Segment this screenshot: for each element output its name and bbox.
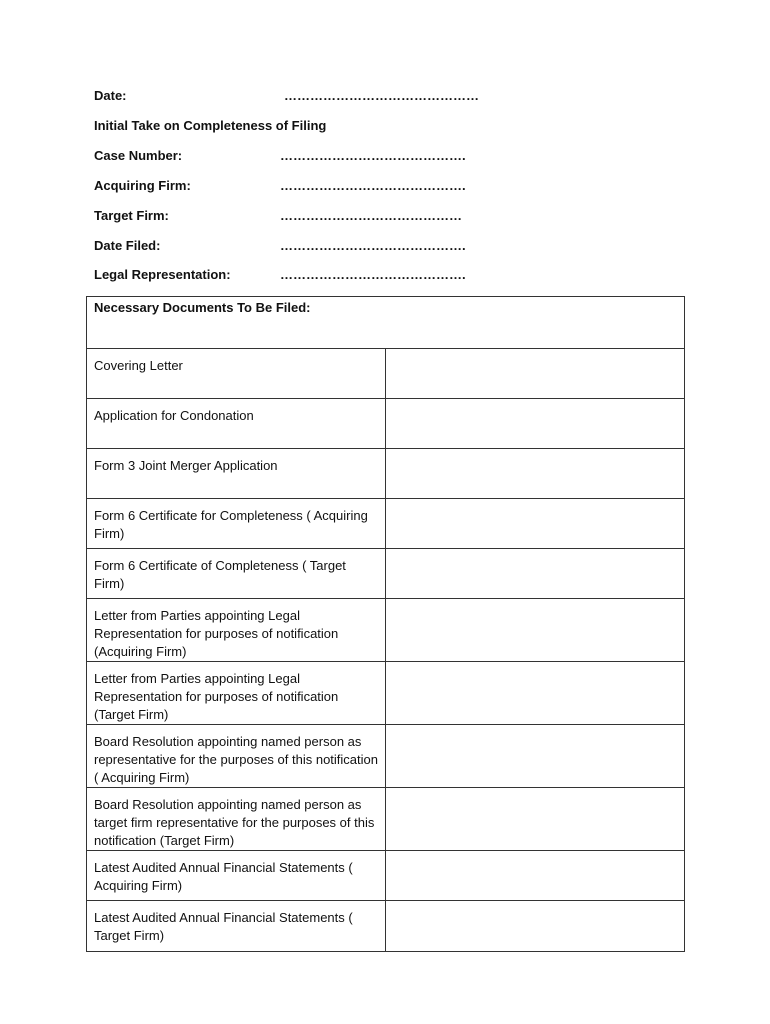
document-checkbox[interactable]	[386, 399, 685, 449]
date-filed-field	[94, 238, 466, 254]
document-checkbox[interactable]	[386, 449, 685, 499]
document-checkbox[interactable]	[386, 788, 685, 851]
table-row	[87, 788, 685, 851]
document-checkbox[interactable]	[386, 901, 685, 952]
date-label: Date:	[94, 88, 127, 103]
table-row	[87, 449, 685, 499]
date-filed-value[interactable]: …………………………………….	[280, 238, 466, 253]
table-row	[87, 349, 685, 399]
table-header: Necessary Documents To Be Filed:	[87, 297, 685, 349]
table-row	[87, 599, 685, 662]
table-row	[87, 662, 685, 725]
document-label: Form 3 Joint Merger Application	[87, 449, 386, 499]
document-checkbox[interactable]	[386, 851, 685, 901]
document-label: Latest Audited Annual Financial Statements ( Target Firm)	[87, 901, 386, 952]
legal-representation-field	[94, 267, 466, 283]
case-number-field	[94, 148, 466, 164]
document-label: Board Resolution appointing named person as target firm representative for the purposes of this notification (Target Firm)	[87, 788, 386, 851]
case-number-value[interactable]: …………………………………….	[280, 148, 466, 163]
date-field	[94, 88, 479, 104]
document-label: Form 6 Certificate of Completeness ( Target Firm)	[87, 549, 386, 599]
acquiring-firm-field	[94, 178, 466, 194]
document-label: Covering Letter	[87, 349, 386, 399]
table-row	[87, 549, 685, 599]
target-firm-label: Target Firm:	[94, 208, 169, 223]
document-label: Form 6 Certificate for Completeness ( Acquiring Firm)	[87, 499, 386, 549]
document-checkbox[interactable]	[386, 499, 685, 549]
legal-representation-label: Legal Representation:	[94, 267, 231, 282]
table-row	[87, 851, 685, 901]
table-row	[87, 499, 685, 549]
case-number-label: Case Number:	[94, 148, 183, 163]
initial-take-title: Initial Take on Completeness of Filing	[94, 118, 327, 133]
acquiring-firm-label: Acquiring Firm:	[94, 178, 191, 193]
date-value[interactable]: ………………………………………	[284, 88, 479, 103]
document-label: Letter from Parties appointing Legal Representation for purposes of notification (Target Firm)	[87, 662, 386, 725]
documents-table	[86, 296, 685, 952]
table-header-row	[87, 297, 685, 349]
table-row	[87, 901, 685, 952]
document-label: Letter from Parties appointing Legal Representation for purposes of notification (Acquiring Firm)	[87, 599, 386, 662]
document-checkbox[interactable]	[386, 349, 685, 399]
table-row	[87, 399, 685, 449]
document-checkbox[interactable]	[386, 549, 685, 599]
section-title	[94, 118, 326, 134]
document-label: Latest Audited Annual Financial Statements ( Acquiring Firm)	[87, 851, 386, 901]
document-label: Board Resolution appointing named person as representative for the purposes of this notification ( Acquiring Firm)	[87, 725, 386, 788]
document-checkbox[interactable]	[386, 662, 685, 725]
date-filed-label: Date Filed:	[94, 238, 161, 253]
target-firm-value[interactable]: ……………………………………	[280, 208, 462, 223]
document-checkbox[interactable]	[386, 725, 685, 788]
target-firm-field	[94, 208, 462, 224]
acquiring-firm-value[interactable]: …………………………………….	[280, 178, 466, 193]
document-label: Application for Condonation	[87, 399, 386, 449]
table-row	[87, 725, 685, 788]
document-checkbox[interactable]	[386, 599, 685, 662]
legal-representation-value[interactable]: …………………………………….	[280, 267, 466, 282]
